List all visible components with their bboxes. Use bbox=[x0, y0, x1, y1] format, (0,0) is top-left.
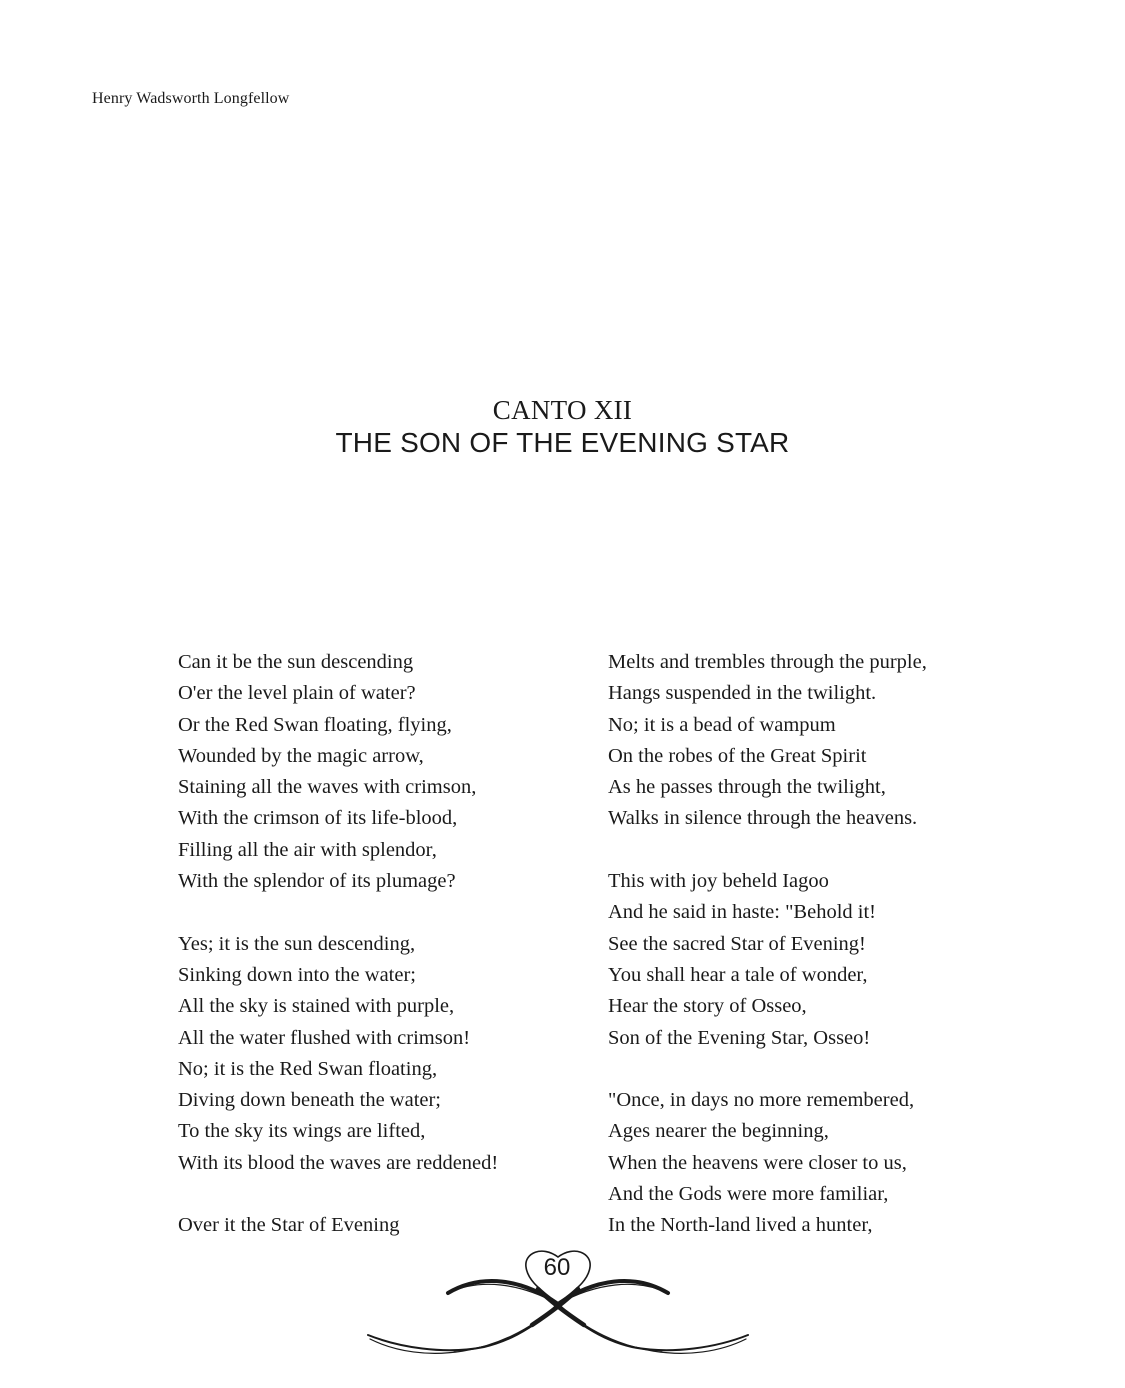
poem-line: No; it is the Red Swan floating, bbox=[178, 1057, 438, 1080]
poem-line: To the sky its wings are lifted, bbox=[178, 1120, 426, 1143]
poem-line: Yes; it is the sun descending, bbox=[178, 932, 416, 955]
poem-line: All the sky is stained with purple, bbox=[178, 995, 455, 1018]
running-header-author: Henry Wadsworth Longfellow bbox=[92, 90, 290, 107]
poem-line: Can it be the sun descending bbox=[178, 651, 414, 673]
poem-line: Hangs suspended in the twilight. bbox=[608, 682, 877, 705]
poem-line: As he passes through the twilight, bbox=[608, 776, 886, 799]
poem-line: In the North-land lived a hunter, bbox=[608, 1214, 873, 1237]
poem-line: "Once, in days no more remembered, bbox=[608, 1089, 915, 1112]
poem-line: Staining all the waves with crimson, bbox=[178, 776, 477, 799]
page-number: 60 bbox=[543, 1254, 571, 1281]
poem-line: Hear the story of Osseo, bbox=[608, 995, 807, 1018]
poem-line: This with joy beheld Iagoo bbox=[608, 870, 829, 893]
poem-line: With the crimson of its life-blood, bbox=[178, 807, 458, 830]
poem-line: Sinking down into the water; bbox=[178, 963, 417, 986]
poem-line: Diving down beneath the water; bbox=[178, 1089, 442, 1112]
poem-line: Melts and trembles through the purple, bbox=[608, 651, 927, 673]
poem-line: No; it is a bead of wampum bbox=[608, 713, 836, 736]
poem-line: Or the Red Swan floating, flying, bbox=[178, 713, 452, 736]
poem-line: Over it the Star of Evening bbox=[178, 1214, 400, 1237]
poem-line: Son of the Evening Star, Osseo! bbox=[608, 1026, 871, 1049]
poem-line: Ages nearer the beginning, bbox=[608, 1120, 829, 1143]
stanza-break bbox=[178, 897, 578, 928]
poem-line: Walks in silence through the heavens. bbox=[608, 807, 918, 830]
poem-line: All the water flushed with crimson! bbox=[178, 1026, 471, 1049]
poem-line: And the Gods were more familiar, bbox=[608, 1183, 889, 1206]
stanza-break bbox=[178, 1179, 578, 1210]
poem-line: See the sacred Star of Evening! bbox=[608, 932, 866, 955]
poem-line: Filling all the air with splendor, bbox=[178, 838, 437, 861]
poem-line: When the heavens were closer to us, bbox=[608, 1151, 907, 1174]
canto-number: CANTO XII bbox=[492, 395, 633, 425]
poem-column-left bbox=[178, 647, 578, 1242]
poem-line: Wounded by the magic arrow, bbox=[178, 744, 424, 767]
poem-column-right bbox=[608, 647, 1008, 1242]
poem-line: O'er the level plain of water? bbox=[178, 682, 416, 705]
poem-line: On the robes of the Great Spirit bbox=[608, 744, 867, 767]
stanza-break bbox=[608, 1054, 1008, 1085]
canto-title: THE SON OF THE EVENING STAR bbox=[335, 427, 790, 458]
poem-line: With the splendor of its plumage? bbox=[178, 870, 456, 893]
stanza-break bbox=[608, 835, 1008, 866]
poem-line: And he said in haste: "Behold it! bbox=[608, 901, 876, 924]
chapter-heading bbox=[0, 393, 1125, 459]
poem-line: You shall hear a tale of wonder, bbox=[608, 963, 868, 986]
poem-line: With its blood the waves are reddened! bbox=[178, 1151, 499, 1174]
